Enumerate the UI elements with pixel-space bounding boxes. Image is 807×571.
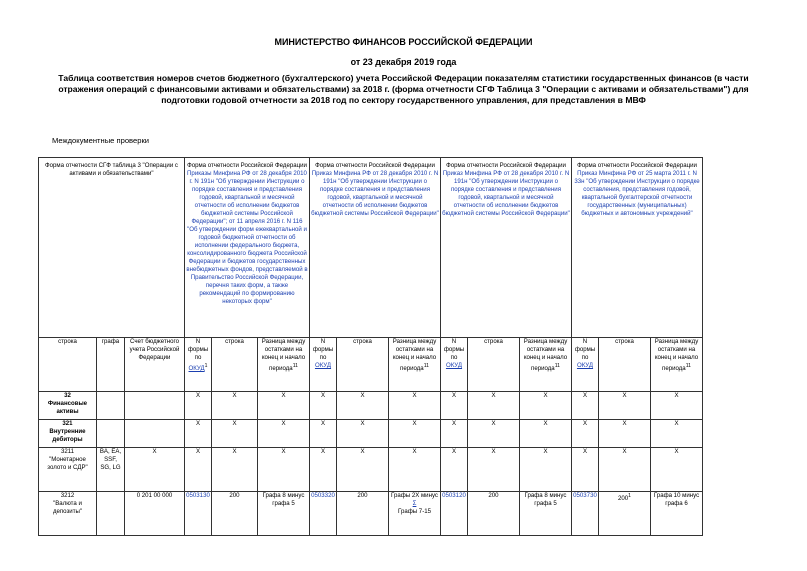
not-applicable-cell: X	[258, 392, 310, 420]
grafa-cell: BA, EA, SSF, SG, LG	[97, 448, 125, 492]
sum-link[interactable]: Σ	[412, 500, 417, 507]
col-stroka: строка	[599, 338, 651, 392]
col-grafa: графа	[97, 338, 125, 392]
col-stroka: строка	[337, 338, 389, 392]
not-applicable-cell: X	[310, 448, 337, 492]
not-applicable-cell: X	[441, 420, 468, 448]
not-applicable-cell: X	[212, 420, 258, 448]
not-applicable-cell: X	[337, 448, 389, 492]
not-applicable-cell: X	[468, 420, 520, 448]
group-head: Форма отчетности Российской Федерации	[577, 162, 697, 169]
ru-form-header-2	[310, 158, 441, 338]
document-date: от 23 декабря 2019 года	[350, 57, 457, 67]
not-applicable-cell: X	[389, 420, 441, 448]
col-nform: N формы по ОКУД	[572, 338, 599, 392]
not-applicable-cell: X	[337, 392, 389, 420]
okud-code-link[interactable]: 0503130	[185, 492, 212, 536]
ministry-heading: МИНИСТЕРСТВО ФИНАНСОВ РОССИЙСКОЙ ФЕДЕРАЦИИ	[274, 37, 533, 47]
not-applicable-cell: X	[572, 420, 599, 448]
col-stroka: строка	[212, 338, 258, 392]
not-applicable-cell: X	[389, 392, 441, 420]
table-row	[39, 392, 703, 420]
col-raznica: Разница между остатками на конец и начало периода$^{11}$	[651, 338, 703, 392]
okud-link[interactable]: ОКУД	[445, 362, 463, 369]
okud-code-link[interactable]: 0503120	[441, 492, 468, 536]
not-applicable-cell: X	[572, 392, 599, 420]
not-applicable-cell: X	[310, 420, 337, 448]
col-nform: N формы по ОКУД	[310, 338, 337, 392]
sgf-form-header: Форма отчетности СГФ таблица 3 "Операции с активами и обязательствами"	[39, 158, 185, 338]
okud-link[interactable]: ОКУД	[314, 362, 332, 369]
row-label: 3211 "Монетарное золото и СДР"	[39, 448, 97, 492]
not-applicable-cell: X	[125, 448, 185, 492]
row-label: 32 Финансовые активы	[39, 392, 97, 420]
col-stroka: строка	[468, 338, 520, 392]
document-title: Таблица соответствия номеров счетов бюджетного (бухгалтерского) учета Российской Федерации показателям статистики государственных финансов (в части отражения операций с финансовыми активами и обязательствами) за 2018 г. (форма отчетности СГФ Таблица 3 "Операции с активами и обязательствами") для подготовки годовой отчетности за 2018 год по сектору государственного управления, для представления в МВФ	[58, 73, 749, 105]
not-applicable-cell: X	[651, 420, 703, 448]
order-link-1[interactable]: Приказы Минфина РФ от 28 декабря 2010 г. N 191н "Об утверждении Инструкции о порядке составления и представления годовой, квартальной и месячной отчетности об исполнении бюджетов бюджетной системы Российской Федерации"; от 11 апреля 2016 г. N 116 "Об утверждении форм ежеквартальной и годовой бюджетной отчетности об исполнении федерального бюджета, консолидированного бюджета Российской Федерации и бюджетов государственных внебюджетных фондов, представляемой в Правительство Российской Федерации, перечня таких форм, а также рекомендаций по формированию некоторых форм"	[186, 170, 308, 305]
table-row: 3212 "Валюта и депозиты" 0 201 00 000 0503130 200 Графа 8 минус графа 5 0503320 200 Графы 2X минус Σ Графы 7-15 0503120 200 Графа 8 минус графа 5 0503730 $200^1$ Графа 10 минус графа 6	[39, 492, 703, 536]
not-applicable-cell: X	[337, 420, 389, 448]
not-applicable-cell: X	[441, 392, 468, 420]
not-applicable-cell: X	[651, 448, 703, 492]
col-nform: N формы по ОКУД	[441, 338, 468, 392]
not-applicable-cell: X	[185, 392, 212, 420]
group-head: Форма отчетности Российской Федерации	[315, 162, 435, 169]
not-applicable-cell: X	[389, 448, 441, 492]
cross-check-label: Междокументные проверки	[52, 136, 150, 145]
col-stroka: строка	[39, 338, 97, 392]
not-applicable-cell: X	[185, 448, 212, 492]
group-head: Форма отчетности Российской Федерации	[187, 162, 307, 169]
not-applicable-cell: X	[441, 448, 468, 492]
not-applicable-cell: X	[310, 392, 337, 420]
col-nform: N формы по ОКУД$^1$	[185, 338, 212, 392]
not-applicable-cell: X	[599, 448, 651, 492]
not-applicable-cell: X	[520, 392, 572, 420]
okud-code-link[interactable]: 0503730	[572, 492, 599, 536]
not-applicable-cell: X	[468, 392, 520, 420]
not-applicable-cell: X	[258, 448, 310, 492]
not-applicable-cell: X	[212, 448, 258, 492]
correspondence-table	[38, 157, 703, 536]
group-head: Форма отчетности Российской Федерации	[446, 162, 566, 169]
okud-link[interactable]: ОКУД	[188, 365, 205, 373]
not-applicable-cell: X	[468, 448, 520, 492]
okud-link[interactable]: ОКУД	[576, 362, 594, 369]
ru-form-header-4	[572, 158, 703, 338]
not-applicable-cell: X	[185, 420, 212, 448]
col-raznica: Разница между остатками на конец и начало периода$^{11}$	[389, 338, 441, 392]
order-link-3[interactable]: Приказ Минфина РФ от 28 декабря 2010 г. N 191н "Об утверждении Инструкции о порядке составления и представления годовой, квартальной и месячной отчетности об исполнении бюджетов бюджетной системы Российской Федерации"	[442, 170, 570, 217]
order-link-4[interactable]: Приказ Минфина РФ от 25 марта 2011 г. N 33н "Об утверждении Инструкции о порядке составления, представления годовой, квартальной бухгалтерской отчетности государственных (муниципальных) бюджетных и автономных учреждений"	[574, 170, 700, 217]
ru-form-header-3	[441, 158, 572, 338]
account-number: 0 201 00 000	[125, 492, 185, 536]
ru-form-header-1	[185, 158, 310, 338]
not-applicable-cell: X	[599, 392, 651, 420]
table-row	[39, 420, 703, 448]
col-schet: Счет бюджетного учета Российской Федерации	[125, 338, 185, 392]
col-raznica: Разница между остатками на конец и начало периода$^{11}$	[520, 338, 572, 392]
not-applicable-cell: X	[520, 448, 572, 492]
row-label: 3212 "Валюта и депозиты"	[39, 492, 97, 536]
row-label: 321 Внутренние дебиторы	[39, 420, 97, 448]
not-applicable-cell: X	[520, 420, 572, 448]
okud-code-link[interactable]: 0503320	[310, 492, 337, 536]
table-row	[39, 448, 703, 492]
col-raznica: Разница между остатками на конец и начало периода$^{11}$	[258, 338, 310, 392]
not-applicable-cell: X	[212, 392, 258, 420]
not-applicable-cell: X	[599, 420, 651, 448]
order-link-2[interactable]: Приказ Минфина РФ от 28 декабря 2010 г. N 191н "Об утверждении Инструкции о порядке составления и представления годовой, квартальной и месячной отчетности об исполнении бюджетов бюджетной системы Российской Федерации"	[311, 170, 439, 217]
not-applicable-cell: X	[651, 392, 703, 420]
not-applicable-cell: X	[258, 420, 310, 448]
not-applicable-cell: X	[572, 448, 599, 492]
